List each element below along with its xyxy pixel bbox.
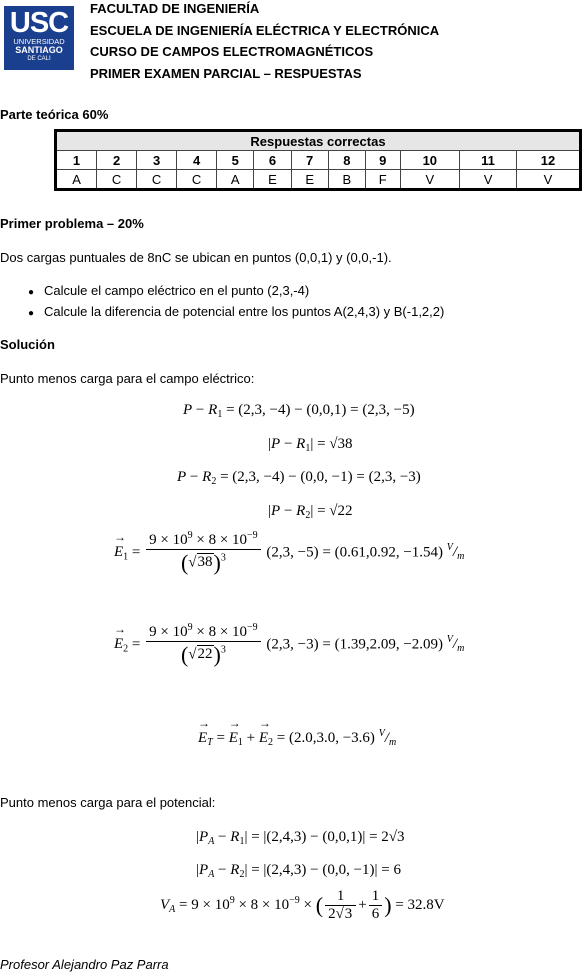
- equation-et: → $E_T$ = → $E_1$ + → $E_2 = (2.0,3.0$, −3.6) $^V/_m$: [198, 728, 396, 748]
- problem1-heading: Primer problema – 20%: [0, 216, 144, 231]
- answer-letter: E: [254, 170, 291, 190]
- header-school: ESCUELA DE INGENIERÍA ELÉCTRICA Y ELECTRÓNICA: [90, 23, 440, 38]
- part-theory-heading: Parte teórica 60%: [0, 107, 109, 122]
- answer-letter: C: [137, 170, 177, 190]
- equation-mag-p-r1: $|P - R_1| = √38$: [268, 436, 353, 454]
- answer-number: 6: [254, 151, 291, 170]
- problem1-statement: Dos cargas puntuales de 8nC se ubican en puntos (0,0,1) y (0,0,-1).: [0, 250, 392, 265]
- answer-number: 4: [177, 151, 217, 170]
- answer-number: 2: [97, 151, 137, 170]
- answer-letter: E: [291, 170, 328, 190]
- answer-number: 3: [137, 151, 177, 170]
- answers-table: [54, 129, 582, 191]
- answer-number: 5: [217, 151, 254, 170]
- answer-number: 9: [366, 151, 401, 170]
- equation-pa-r1: $|P_A - R_1| = |(2,4,3) - (0,0,1)| = 2√3$: [196, 829, 405, 847]
- answer-letter: V: [460, 170, 517, 190]
- problem1-bullet: ● Calcule el campo eléctrico en el punto (2,3,-4): [28, 283, 310, 298]
- answers-letters-row: [56, 170, 581, 190]
- equation-p-minus-r1: $P - R_1 = (2,3$, −4) − (0,0,1) = (2,3, −5): [183, 402, 415, 420]
- equation-mag-p-r2: $|P - R_2| = √22$: [268, 503, 353, 521]
- header-exam: PRIMER EXAMEN PARCIAL – RESPUESTAS: [90, 66, 362, 81]
- solution-heading: Solución: [0, 337, 55, 352]
- answer-number: 11: [460, 151, 517, 170]
- answers-numbers-row: [56, 151, 581, 170]
- answer-number: 1: [56, 151, 97, 170]
- answer-number: 7: [291, 151, 328, 170]
- equation-e2: → $E_2$ = $\frac{9 \times 10^9 \times 8 \times 10^{-9}}{(√22)^3}$ (2,3, −3) = (1.39,2.09, −2.09) $^V/_m$: [114, 622, 464, 668]
- university-logo: USC UNIVERSIDAD SANTIAGO DE CALI: [4, 6, 74, 70]
- equation-p-minus-r2: $P - R_2 = (2,3$, −4) − (0,0, −1) = (2,3, −3): [177, 469, 421, 487]
- answer-letter: C: [177, 170, 217, 190]
- answer-letter: C: [97, 170, 137, 190]
- answer-letter: V: [516, 170, 580, 190]
- answer-number: 10: [400, 151, 460, 170]
- potential-intro: Punto menos carga para el potencial:: [0, 795, 216, 810]
- header-faculty: FACULTAD DE INGENIERÍA: [90, 1, 260, 16]
- equation-pa-r2: $|P_A - R_2| = |(2,4,3) - (0,0$, −1)| = 6: [196, 862, 402, 880]
- bullet-icon: ●: [28, 287, 35, 298]
- field-intro: Punto menos carga para el campo eléctrico:: [0, 371, 255, 386]
- equation-e1: → $E_1$ = $\frac{9 \times 10^9 \times 8 \times 10^{-9}}{(√38)^3}$ (2,3, −5) = (0.61,0.92, −1.54) $^V/_m$: [114, 530, 464, 576]
- bullet-icon: ●: [28, 308, 35, 319]
- answer-letter: V: [400, 170, 460, 190]
- problem1-bullet: ● Calcule la diferencia de potencial entre los puntos A(2,4,3) y B(-1,2,2): [28, 304, 445, 319]
- footer-professor: Profesor Alejandro Paz Parra: [0, 957, 169, 972]
- answer-letter: F: [366, 170, 401, 190]
- answer-number: 8: [328, 151, 365, 170]
- header-course: CURSO DE CAMPOS ELECTROMAGNÉTICOS: [90, 44, 374, 59]
- answer-letter: A: [56, 170, 97, 190]
- answer-letter: A: [217, 170, 254, 190]
- equation-va: $V_A = 9 \times 10^9 \times 8 \times 10^{-9}$ × ( $\frac{1}{2√3}$ + $\frac{1}{6}$ ) = 32.8V: [160, 888, 445, 922]
- answers-table-title: Respuestas correctas: [56, 131, 581, 151]
- answer-letter: B: [328, 170, 365, 190]
- answer-number: 12: [516, 151, 580, 170]
